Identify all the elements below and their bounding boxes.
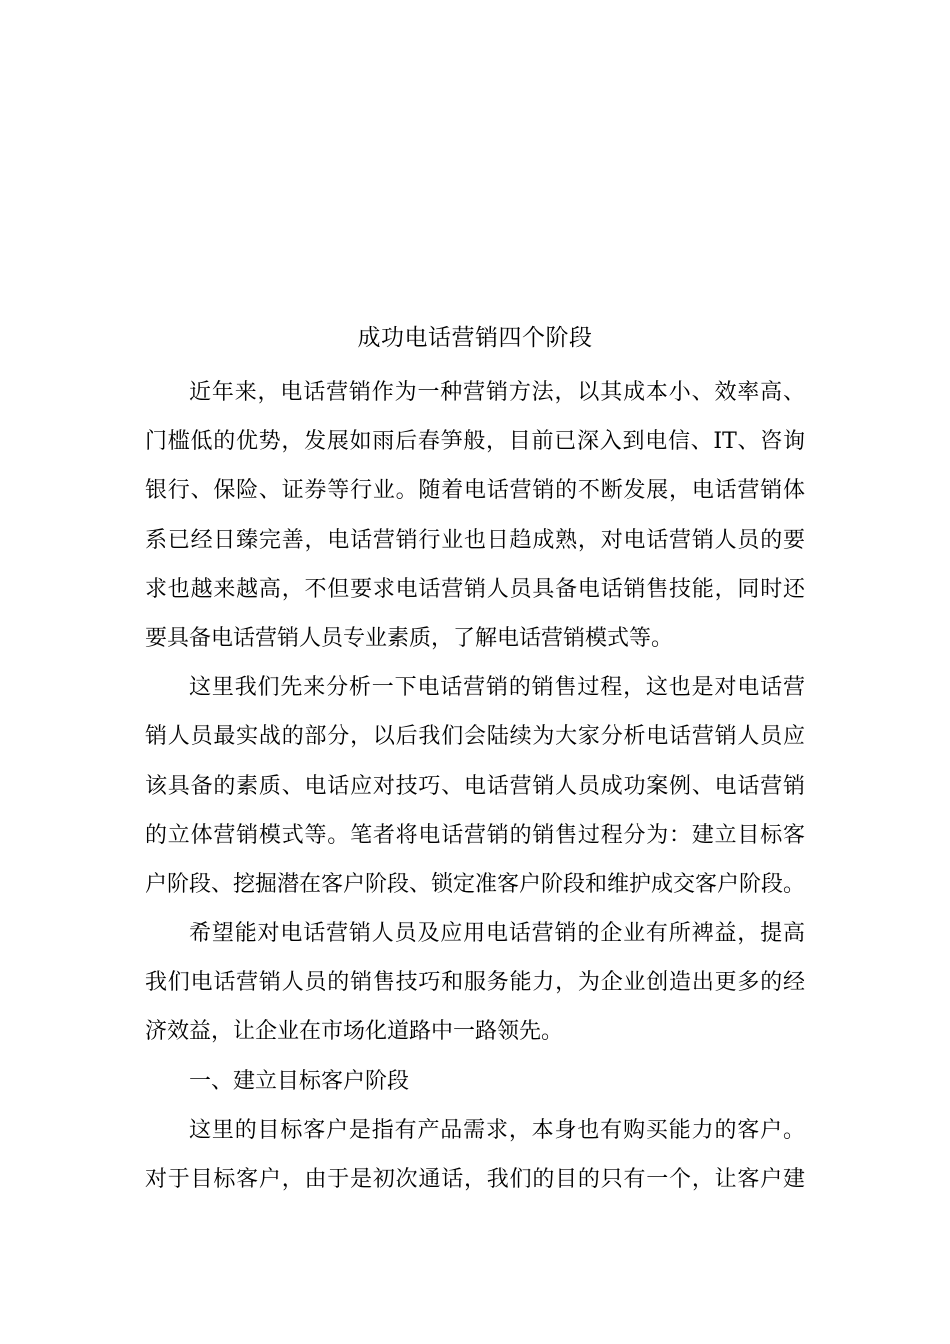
document-title: 成功电话营销四个阶段 — [357, 325, 593, 351]
text-line: 的立体营销模式等。笔者将电话营销的销售过程分为：建立目标客 — [145, 822, 805, 848]
text-line: 希望能对电话营销人员及应用电话营销的企业有所裨益，提高 — [189, 921, 805, 947]
text-line: 对于目标客户，由于是初次通话，我们的目的只有一个，让客户建 — [145, 1167, 805, 1192]
text-line: 系已经日臻完善，电话营销行业也日趋成熟，对电话营销人员的要 — [145, 527, 805, 553]
text-line: 门槛低的优势，发展如雨后春笋般，目前已深入到电信、IT、咨询 — [145, 429, 805, 455]
text-line: 银行、保险、证券等行业。随着电话营销的不断发展，电话营销体 — [145, 478, 805, 504]
text-line: 求也越来越高，不但要求电话营销人员具备电话销售技能，同时还 — [145, 576, 805, 602]
text-line: 这里的目标客户是指有产品需求，本身也有购买能力的客户。 — [189, 1117, 805, 1143]
document-body — [145, 368, 805, 1204]
text-line: 我们电话营销人员的销售技巧和服务能力，为企业创造出更多的经 — [145, 970, 805, 996]
text-line: 近年来，电话营销作为一种营销方法，以其成本小、效率高、 — [189, 380, 805, 405]
text-line: 要具备电话营销人员专业素质，了解电话营销模式等。 — [145, 625, 674, 651]
text-line: 济效益，让企业在市场化道路中一路领先。 — [145, 1019, 564, 1045]
text-line: 一、建立目标客户阶段 — [189, 1068, 410, 1094]
text-line: 户阶段、挖掘潜在客户阶段、锁定准客户阶段和维护成交客户阶段。 — [145, 871, 806, 897]
text-line: 这里我们先来分析一下电话营销的销售过程，这也是对电话营 — [189, 675, 805, 701]
text-line: 该具备的素质、电话应对技巧、电话营销人员成功案例、电话营销 — [145, 773, 805, 799]
text-line: 销人员最实战的部分，以后我们会陆续为大家分析电话营销人员应 — [145, 724, 805, 750]
